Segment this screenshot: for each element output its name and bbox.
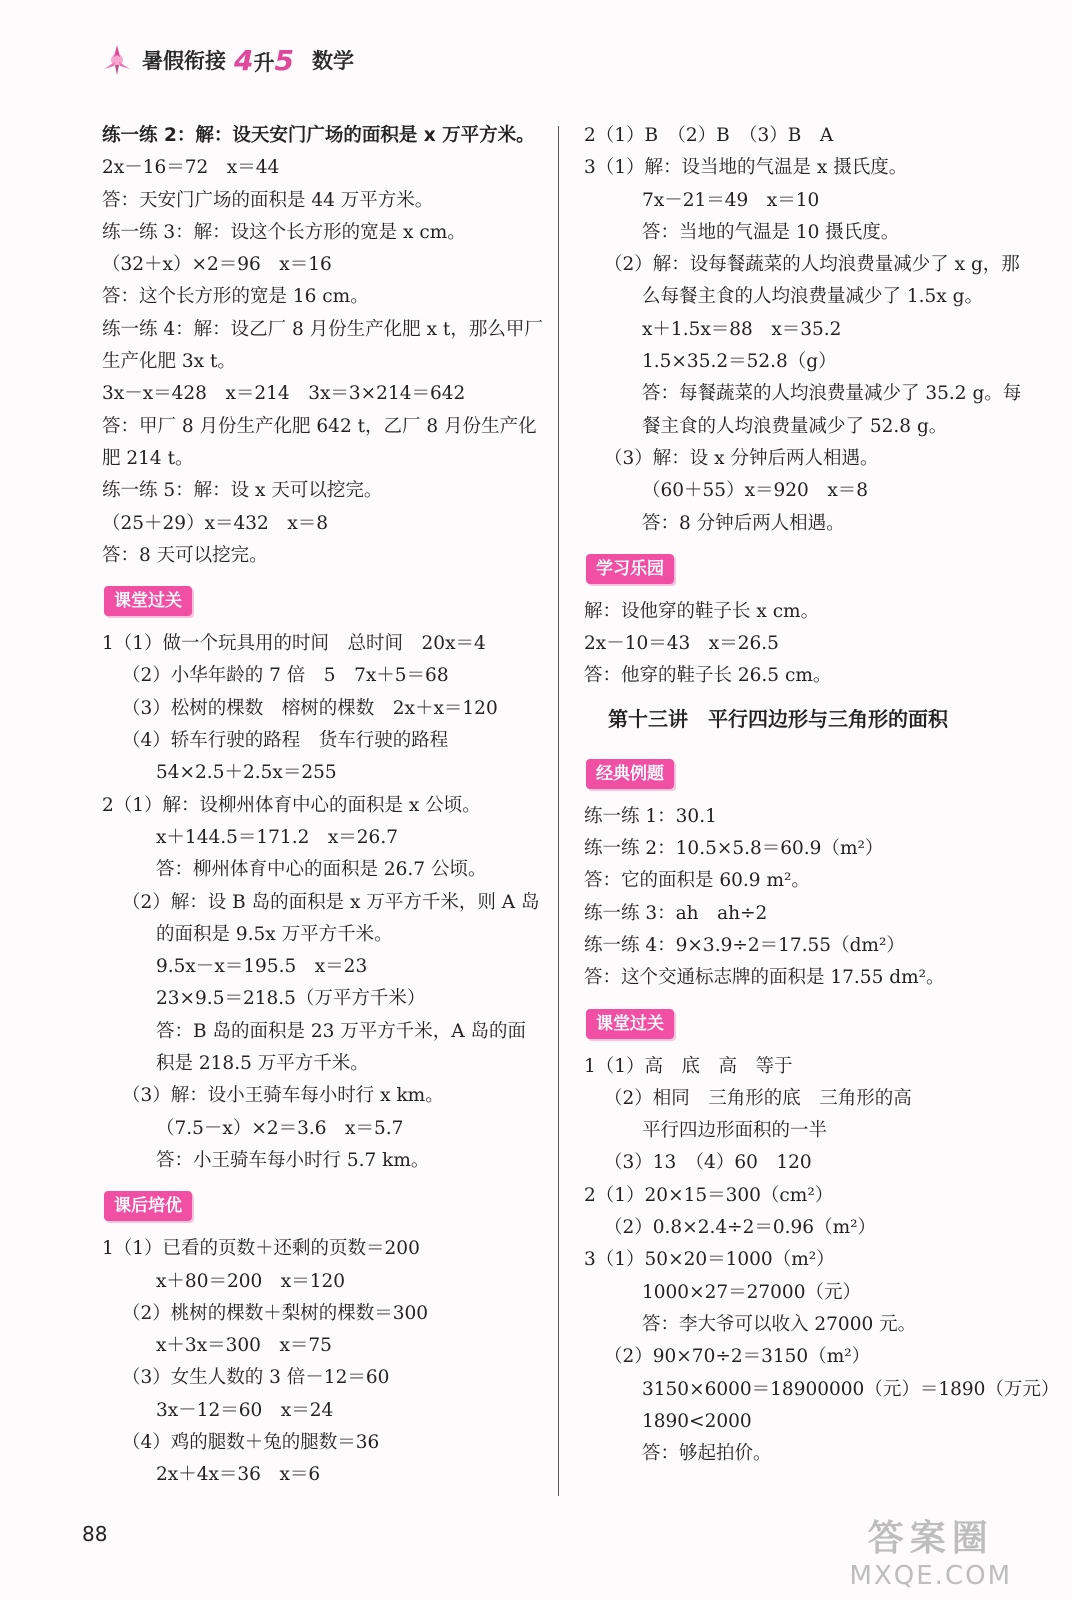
answer-line: x＋3x＝300 x＝75 xyxy=(156,1335,332,1357)
answer-line: （3）松树的棵数 榕树的棵数 2x＋x＝120 xyxy=(122,697,498,719)
left-column xyxy=(102,120,550,1492)
answer-line: 练一练 3：解：设这个长方形的宽是 x cm。 xyxy=(102,221,466,243)
answer-line: 练一练 2：10.5×5.8＝60.9（m²） xyxy=(584,838,884,860)
grade-label: 4升5 xyxy=(234,43,294,77)
section-heading-jingdian: 经典例题 xyxy=(586,759,674,789)
answer-line: 答：甲厂 8 月份生产化肥 642 t，乙厂 8 月份生产化 xyxy=(102,415,537,437)
answer-line: 答：李大爷可以收入 27000 元。 xyxy=(642,1313,917,1335)
answer-line: （60＋55）x＝920 x＝8 xyxy=(642,480,869,502)
answer-line: 练一练 2：解：设天安门广场的面积是 x 万平方米。 xyxy=(102,125,535,146)
column-divider xyxy=(558,126,559,1496)
flower-logo-icon xyxy=(100,43,134,77)
answer-line: 么每餐主食的人均浪费量减少了 1.5x g。 xyxy=(642,286,983,308)
answer-line: （3）解：设 x 分钟后两人相遇。 xyxy=(604,447,879,469)
answer-line: （32＋x）×2＝96 x＝16 xyxy=(102,254,332,276)
answer-line: 答：当地的气温是 10 摄氏度。 xyxy=(642,221,900,243)
answer-line: （3）解：设小王骑车每小时行 x km。 xyxy=(122,1085,444,1107)
answer-line: 答：柳州体育中心的面积是 26.7 公顷。 xyxy=(156,859,487,881)
right-column xyxy=(584,120,1060,1470)
answer-line: 3150×6000＝18900000（元）＝1890（万元） xyxy=(642,1378,1060,1400)
answer-line: 答：B 岛的面积是 23 万平方千米，A 岛的面 xyxy=(156,1020,527,1042)
answer-line: 2x＋4x＝36 x＝6 xyxy=(156,1464,321,1486)
answer-line: 练一练 1：30.1 xyxy=(584,805,717,827)
answer-line: （2）90×70÷2＝3150（m²） xyxy=(604,1346,871,1368)
answer-line: 答：够起拍价。 xyxy=(642,1443,772,1465)
answer-line: 1（1）高 底 高 等于 xyxy=(584,1055,793,1077)
answer-line: （4）轿车行驶的路程 货车行驶的路程 xyxy=(122,730,449,752)
answer-line: 2x－16＝72 x＝44 xyxy=(102,157,280,179)
answer-line: 生产化肥 3x t。 xyxy=(102,351,236,373)
answer-line: 3（1）解：设当地的气温是 x 摄氏度。 xyxy=(584,157,908,179)
answer-line: 答：它的面积是 60.9 m²。 xyxy=(584,870,810,892)
answer-line: 答：8 天可以挖完。 xyxy=(102,544,268,566)
answer-line: 7x－21＝49 x＝10 xyxy=(642,189,820,211)
answer-line: 答：天安门广场的面积是 44 万平方米。 xyxy=(102,189,434,211)
answer-line: 23×9.5＝218.5（万平方千米） xyxy=(156,988,426,1010)
answer-line: 2x－10＝43 x＝26.5 xyxy=(584,633,779,655)
answer-line: 2（1）20×15＝300（cm²） xyxy=(584,1184,834,1206)
answer-line: （2）桃树的棵数＋梨树的棵数＝300 xyxy=(122,1302,429,1324)
answer-line: 答：他穿的鞋子长 26.5 cm。 xyxy=(584,665,832,687)
answer-line: 2（1）解：设柳州体育中心的面积是 x 公顷。 xyxy=(102,794,481,816)
answer-line: x＋144.5＝171.2 x＝26.7 xyxy=(156,826,398,848)
answer-line: （3）女生人数的 3 倍－12＝60 xyxy=(122,1367,390,1389)
section-heading-xuexi: 学习乐园 xyxy=(586,554,674,584)
book-title: 暑假衔接 xyxy=(142,49,226,73)
answer-line: （2）相同 三角形的底 三角形的高 xyxy=(604,1087,912,1109)
answer-line: （4）鸡的腿数＋兔的腿数＝36 xyxy=(122,1431,380,1453)
answer-line: 54×2.5＋2.5x＝255 xyxy=(156,762,337,784)
watermark-logo: 答案圈 MXQE.COM xyxy=(849,1518,1012,1591)
answer-line: 练一练 5：解：设 x 天可以挖完。 xyxy=(102,480,383,502)
section-heading-ketang: 课堂过关 xyxy=(104,586,192,616)
subject-label: 数学 xyxy=(311,49,354,73)
answer-line: 1（1）做一个玩具用的时间 总时间 20x＝4 xyxy=(102,633,486,655)
answer-line: （7.5－x）×2＝3.6 x＝5.7 xyxy=(156,1117,404,1139)
answer-line: （3）13 （4）60 120 xyxy=(604,1152,812,1174)
answer-line: 1000×27＝27000（元） xyxy=(642,1281,861,1303)
lecture-title: 第十三讲 平行四边形与三角形的面积 xyxy=(608,706,948,731)
answer-line: 积是 218.5 万平方千米。 xyxy=(156,1053,369,1075)
answer-line: 解：设他穿的鞋子长 x cm。 xyxy=(584,600,820,622)
answer-line: 练一练 4：9×3.9÷2＝17.55（dm²） xyxy=(584,934,905,956)
answer-line: （2）小华年龄的 7 倍 5 7x＋5＝68 xyxy=(122,665,449,687)
answer-line: （25＋29）x＝432 x＝8 xyxy=(102,512,329,534)
answer-line: 1（1）已看的页数＋还剩的页数＝200 xyxy=(102,1238,420,1260)
answer-line: 答：8 分钟后两人相遇。 xyxy=(642,512,845,534)
answer-line: 肥 214 t。 xyxy=(102,447,194,469)
answer-line: 3x－12＝60 x＝24 xyxy=(156,1399,334,1421)
answer-line: x＋80＝200 x＝120 xyxy=(156,1270,346,1292)
section-heading-kehou: 课后培优 xyxy=(104,1191,192,1221)
answer-line: 练一练 4：解：设乙厂 8 月份生产化肥 x t，那么甲厂 xyxy=(102,318,543,340)
answer-line: 2（1）B （2）B （3）B A xyxy=(584,125,834,146)
answer-line: （2）解：设每餐蔬菜的人均浪费量减少了 x g，那 xyxy=(604,254,1020,276)
answer-line: 的面积是 9.5x 万平方千米。 xyxy=(156,923,393,945)
answer-line: 3（1）50×20＝1000（m²） xyxy=(584,1249,835,1271)
answer-line: 9.5x－x＝195.5 x＝23 xyxy=(156,956,368,978)
answer-line: 3x－x＝428 x＝214 3x＝3×214＝642 xyxy=(102,383,466,405)
answer-line: 餐主食的人均浪费量减少了 52.8 g。 xyxy=(642,415,948,437)
section-heading-ketang: 课堂过关 xyxy=(586,1009,674,1039)
answer-line: 答：这个交通标志牌的面积是 17.55 dm²。 xyxy=(584,967,945,989)
answer-line: 答：每餐蔬菜的人均浪费量减少了 35.2 g。每 xyxy=(642,383,1022,405)
answer-line: 答：小王骑车每小时行 5.7 km。 xyxy=(156,1149,430,1171)
answer-line: 答：这个长方形的宽是 16 cm。 xyxy=(102,286,369,308)
answer-line: 1.5×35.2＝52.8（g） xyxy=(642,351,837,373)
answer-line: （2）解：设 B 岛的面积是 x 万平方千米，则 A 岛 xyxy=(122,891,540,913)
answer-line: 平行四边形面积的一半 xyxy=(642,1120,828,1142)
answer-line: 1890<2000 xyxy=(642,1410,752,1432)
page-number: 88 xyxy=(82,1522,108,1546)
answer-line: （2）0.8×2.4÷2＝0.96（m²） xyxy=(604,1217,877,1239)
answer-line: x＋1.5x＝88 x＝35.2 xyxy=(642,318,842,340)
answer-line: 练一练 3：ah ah÷2 xyxy=(584,902,768,924)
page-header xyxy=(100,40,354,80)
